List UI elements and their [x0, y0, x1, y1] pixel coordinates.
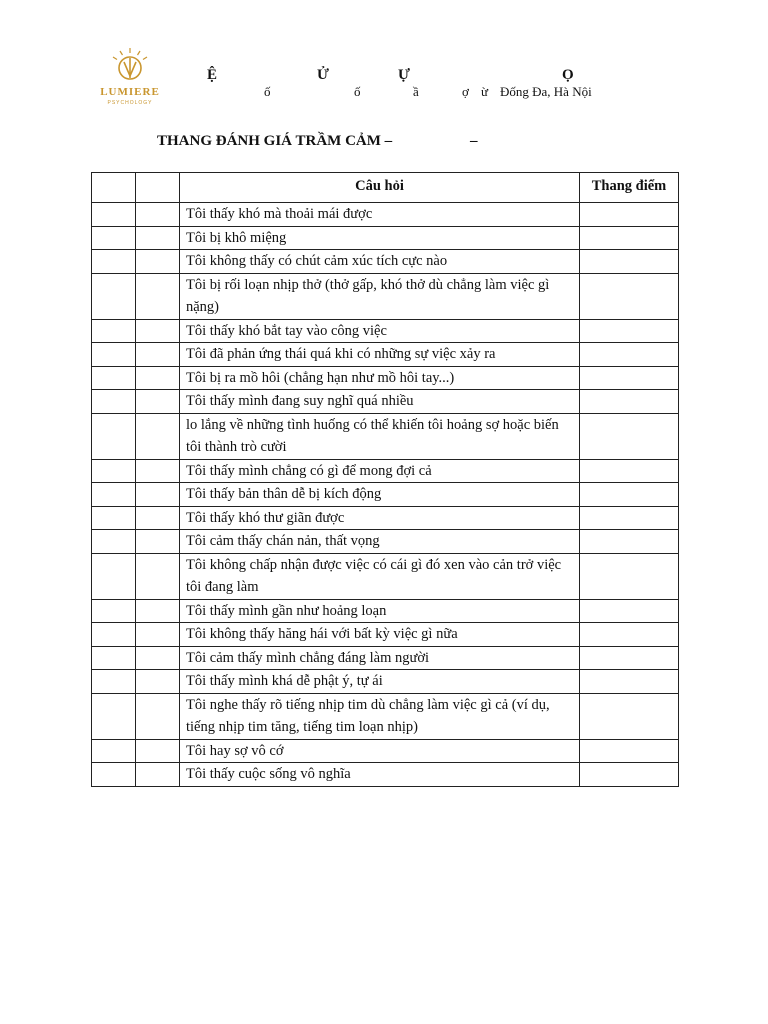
- table-row: [92, 226, 679, 250]
- table-row: [92, 390, 679, 414]
- row-index-cell: [92, 693, 136, 739]
- company-logo: [96, 44, 164, 110]
- logo-name: LUMIERE: [100, 86, 160, 98]
- header-fragment: ợ: [462, 84, 469, 99]
- row-blank-cell: [136, 459, 180, 483]
- row-index-cell: [92, 739, 136, 763]
- score-cell[interactable]: [580, 623, 679, 647]
- question-cell: Tôi thấy mình gần như hoảng loạn: [180, 599, 580, 623]
- page-title: THANG ĐÁNH GIÁ TRẦM CẢM –: [157, 133, 393, 149]
- table-row: [92, 553, 679, 599]
- header-address: Đống Đa, Hà Nội: [500, 84, 592, 99]
- title-dash: –: [470, 133, 478, 149]
- score-cell[interactable]: [580, 319, 679, 343]
- question-cell: Tôi thấy mình đang suy nghĩ quá nhiều: [180, 390, 580, 414]
- row-index-cell: [92, 646, 136, 670]
- question-cell: Tôi bị ra mồ hôi (chẳng hạn như mồ hôi tay...): [180, 366, 580, 390]
- table-row: [92, 530, 679, 554]
- table-row: [92, 203, 679, 227]
- row-index-cell: [92, 506, 136, 530]
- row-blank-cell: [136, 599, 180, 623]
- row-index-cell: [92, 226, 136, 250]
- score-cell[interactable]: [580, 366, 679, 390]
- row-index-cell: [92, 623, 136, 647]
- question-cell: Tôi thấy khó mà thoải mái được: [180, 203, 580, 227]
- score-cell[interactable]: [580, 413, 679, 459]
- table-row: [92, 273, 679, 319]
- row-blank-cell: [136, 739, 180, 763]
- logo-subtitle: PSYCHOLOGY: [107, 100, 153, 106]
- row-index-cell: [92, 459, 136, 483]
- score-cell[interactable]: [580, 459, 679, 483]
- question-cell: Tôi thấy mình khá dễ phật ý, tự ái: [180, 670, 580, 694]
- table-row: [92, 670, 679, 694]
- row-index-cell: [92, 530, 136, 554]
- row-blank-cell: [136, 226, 180, 250]
- question-cell: Tôi bị khô miệng: [180, 226, 580, 250]
- score-cell[interactable]: [580, 693, 679, 739]
- header-cell-question: Câu hỏi: [180, 173, 580, 203]
- table-row: [92, 319, 679, 343]
- header-fragment: Ệ: [207, 67, 218, 83]
- score-cell[interactable]: [580, 273, 679, 319]
- row-blank-cell: [136, 273, 180, 319]
- question-cell: Tôi không chấp nhận được việc có cái gì đó xen vào cản trở việc tôi đang làm: [180, 553, 580, 599]
- score-cell[interactable]: [580, 530, 679, 554]
- question-cell: Tôi thấy khó bắt tay vào công việc: [180, 319, 580, 343]
- row-index-cell: [92, 483, 136, 507]
- row-blank-cell: [136, 390, 180, 414]
- question-cell: Tôi thấy khó thư giãn được: [180, 506, 580, 530]
- row-blank-cell: [136, 483, 180, 507]
- question-cell: Tôi hay sợ vô cớ: [180, 739, 580, 763]
- row-blank-cell: [136, 413, 180, 459]
- header-fragment: ố: [354, 84, 361, 99]
- row-blank-cell: [136, 250, 180, 274]
- score-cell[interactable]: [580, 343, 679, 367]
- question-cell: Tôi cảm thấy chán nản, thất vọng: [180, 530, 580, 554]
- table-row: [92, 739, 679, 763]
- question-cell: lo lắng về những tình huống có thể khiến tôi hoảng sợ hoặc biến tôi thành trò cười: [180, 413, 580, 459]
- question-cell: Tôi thấy mình chẳng có gì để mong đợi cả: [180, 459, 580, 483]
- question-cell: Tôi không thấy có chút cảm xúc tích cực nào: [180, 250, 580, 274]
- question-cell: Tôi không thấy hăng hái với bất kỳ việc gì nữa: [180, 623, 580, 647]
- row-blank-cell: [136, 343, 180, 367]
- row-blank-cell: [136, 623, 180, 647]
- row-index-cell: [92, 203, 136, 227]
- score-cell[interactable]: [580, 599, 679, 623]
- score-cell[interactable]: [580, 763, 679, 787]
- score-cell[interactable]: [580, 226, 679, 250]
- question-cell: Tôi thấy cuộc sống vô nghĩa: [180, 763, 580, 787]
- score-cell[interactable]: [580, 553, 679, 599]
- row-blank-cell: [136, 530, 180, 554]
- row-index-cell: [92, 250, 136, 274]
- row-blank-cell: [136, 506, 180, 530]
- row-blank-cell: [136, 319, 180, 343]
- row-index-cell: [92, 553, 136, 599]
- header-fragment: Ọ: [562, 67, 574, 83]
- score-cell[interactable]: [580, 739, 679, 763]
- question-cell: Tôi cảm thấy mình chẳng đáng làm người: [180, 646, 580, 670]
- table-row: [92, 343, 679, 367]
- row-index-cell: [92, 319, 136, 343]
- table-row: [92, 250, 679, 274]
- row-index-cell: [92, 670, 136, 694]
- header-fragment: ố: [264, 84, 271, 99]
- table-row: [92, 413, 679, 459]
- header-fragment: Ự: [398, 67, 410, 83]
- row-index-cell: [92, 599, 136, 623]
- table-row: [92, 693, 679, 739]
- score-cell[interactable]: [580, 390, 679, 414]
- row-blank-cell: [136, 366, 180, 390]
- row-index-cell: [92, 366, 136, 390]
- row-blank-cell: [136, 763, 180, 787]
- table-row: [92, 483, 679, 507]
- row-blank-cell: [136, 553, 180, 599]
- score-cell[interactable]: [580, 670, 679, 694]
- question-cell: Tôi thấy bản thân dễ bị kích động: [180, 483, 580, 507]
- questionnaire-table: [91, 172, 679, 787]
- score-cell[interactable]: [580, 506, 679, 530]
- question-cell: Tôi đã phản ứng thái quá khi có những sự việc xảy ra: [180, 343, 580, 367]
- row-index-cell: [92, 273, 136, 319]
- score-cell[interactable]: [580, 250, 679, 274]
- row-index-cell: [92, 343, 136, 367]
- question-cell: Tôi bị rối loạn nhịp thở (thở gấp, khó thở dù chẳng làm việc gì nặng): [180, 273, 580, 319]
- row-index-cell: [92, 390, 136, 414]
- table-row: [92, 623, 679, 647]
- table-row: [92, 459, 679, 483]
- header-cell-index: [92, 173, 136, 203]
- lumiere-emblem-icon: [96, 44, 164, 88]
- score-cell[interactable]: [580, 483, 679, 507]
- row-index-cell: [92, 413, 136, 459]
- header-fragment: ầ: [413, 84, 419, 99]
- table-row: [92, 646, 679, 670]
- table-row: [92, 506, 679, 530]
- header-cell-blank: [136, 173, 180, 203]
- row-index-cell: [92, 763, 136, 787]
- question-cell: Tôi nghe thấy rõ tiếng nhịp tim dù chẳng làm việc gì cả (ví dụ, tiếng nhịp tim tăng, tiếng tim loạn nhịp): [180, 693, 580, 739]
- row-blank-cell: [136, 693, 180, 739]
- row-blank-cell: [136, 670, 180, 694]
- score-cell[interactable]: [580, 203, 679, 227]
- header-fragment: Ử: [317, 67, 329, 83]
- row-blank-cell: [136, 203, 180, 227]
- header-cell-score: Thang điểm: [580, 173, 679, 203]
- table-row: [92, 366, 679, 390]
- table-row: [92, 763, 679, 787]
- table-row: [92, 599, 679, 623]
- score-cell[interactable]: [580, 646, 679, 670]
- header-fragment: ừ: [481, 84, 489, 99]
- row-blank-cell: [136, 646, 180, 670]
- table-header-row: [92, 173, 679, 203]
